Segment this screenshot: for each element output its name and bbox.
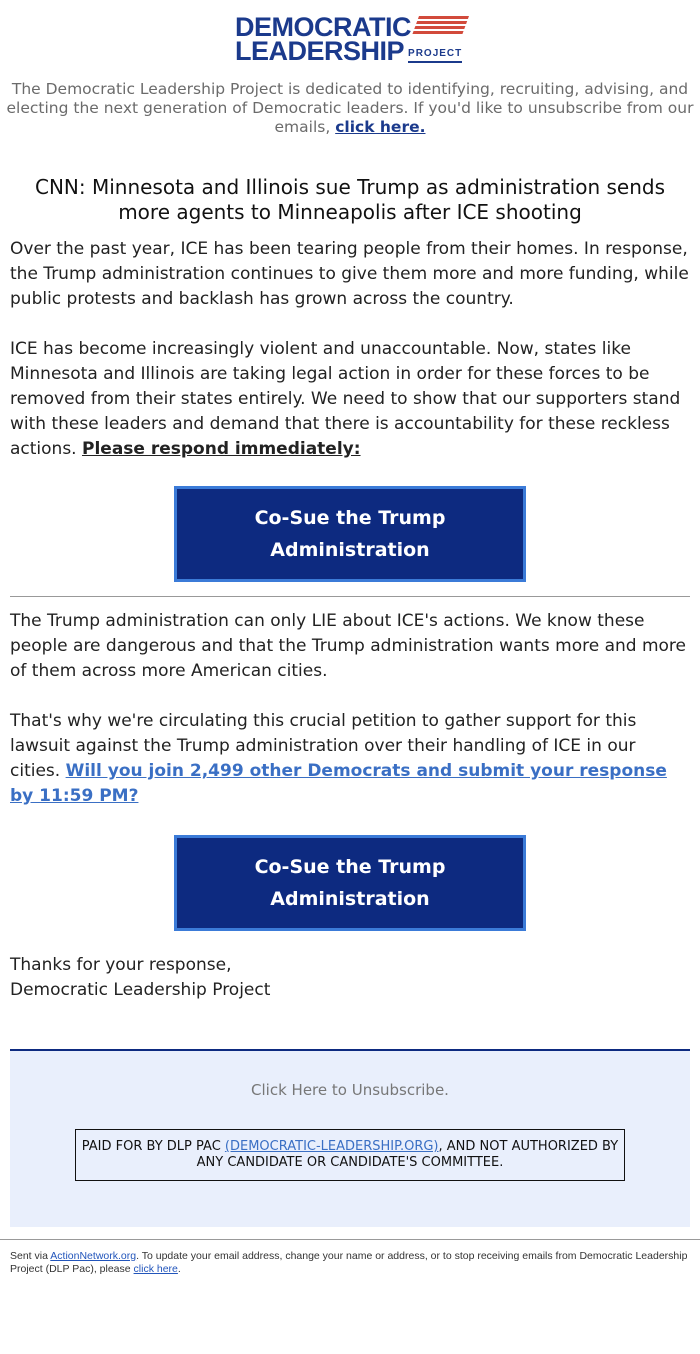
co-sue-button-2[interactable]: Co-Sue the Trump Administration	[174, 835, 526, 931]
body-paragraph-2	[10, 337, 690, 462]
intro-body: The Democratic Leadership Project is dedicated to identifying, recruiting, advising, and electing the next generation of Democratic leaders. If you'd like to unsubscribe from our emails,	[6, 80, 694, 136]
footer-box	[10, 1049, 690, 1227]
body-paragraph-1: Over the past year, ICE has been tearing people from their homes. In response, the Trump administration continues to give them more and more funding, while public protests and backlash has grown across the country.	[10, 239, 689, 309]
sent-prefix: Sent via	[10, 1250, 48, 1262]
sent-via-notice	[0, 1240, 700, 1276]
logo-project: PROJECT	[408, 48, 462, 63]
headline: CNN: Minnesota and Illinois sue Trump as administration sends more agents to Minneapolis after ICE shooting	[34, 175, 665, 224]
signoff-line-2: Democratic Leadership Project	[10, 980, 271, 1000]
intro-unsubscribe-link[interactable]: click here.	[335, 118, 426, 136]
co-sue-button-1[interactable]: Co-Sue the Trump Administration	[174, 486, 526, 582]
intro-text	[0, 80, 700, 137]
logo-line1: DEMOCRATIC	[235, 12, 411, 42]
logo-line2: LEADERSHIP	[235, 36, 405, 66]
signoff	[10, 953, 690, 1003]
actionnetwork-link[interactable]: ActionNetwork.org	[50, 1250, 137, 1262]
cta-wrap-1	[0, 486, 700, 582]
logo-wordmark	[235, 12, 465, 66]
body-paragraph-2-text: ICE has become increasingly violent and unaccountable. Now, states like Minnesota and Illinois are taking legal action in order for these forces to be removed from their states entirely. We need to show that our supporters stand with these leaders and demand that there is accountability for these reckless actions.	[10, 339, 681, 459]
flag-stripes-icon	[411, 16, 469, 38]
cta-wrap-2	[0, 835, 700, 931]
paid-for-disclaimer	[75, 1129, 625, 1181]
footer-unsubscribe-link[interactable]: Click Here to Unsubscribe.	[251, 1081, 449, 1099]
join-petition-link[interactable]: Will you join 2,499 other Democrats and submit your response by 11:59 PM?	[10, 761, 667, 806]
paid-prefix: PAID FOR BY DLP PAC	[81, 1139, 221, 1154]
body-paragraph-3: The Trump administration can only LIE about ICE's actions. We know these people are dangerous and that the Trump administration wants more and more of them across more American cities.	[10, 611, 686, 681]
dlp-logo[interactable]	[0, 0, 700, 68]
sent-middle: . To update your email address, change your name or address, or to stop receiving emails from Democratic Leadership Project (DLP Pac), please	[10, 1250, 688, 1275]
dlp-website-link[interactable]: (DEMOCRATIC-LEADERSHIP.ORG)	[224, 1139, 439, 1154]
respond-emphasis: Please respond immediately:	[82, 439, 361, 459]
body-paragraph-4-text: That's why we're circulating this crucial petition to gather support for this lawsuit against the Trump administration over their handling of ICE in our cities.	[10, 711, 637, 781]
update-preferences-link[interactable]: click here	[133, 1263, 178, 1275]
divider	[10, 596, 690, 597]
body-paragraph-4	[10, 709, 690, 809]
paid-suffix: , AND NOT AUTHORIZED BY ANY CANDIDATE OR CANDIDATE'S COMMITTEE.	[196, 1139, 619, 1170]
signoff-line-1: Thanks for your response,	[10, 955, 232, 975]
sent-end: .	[177, 1263, 181, 1275]
